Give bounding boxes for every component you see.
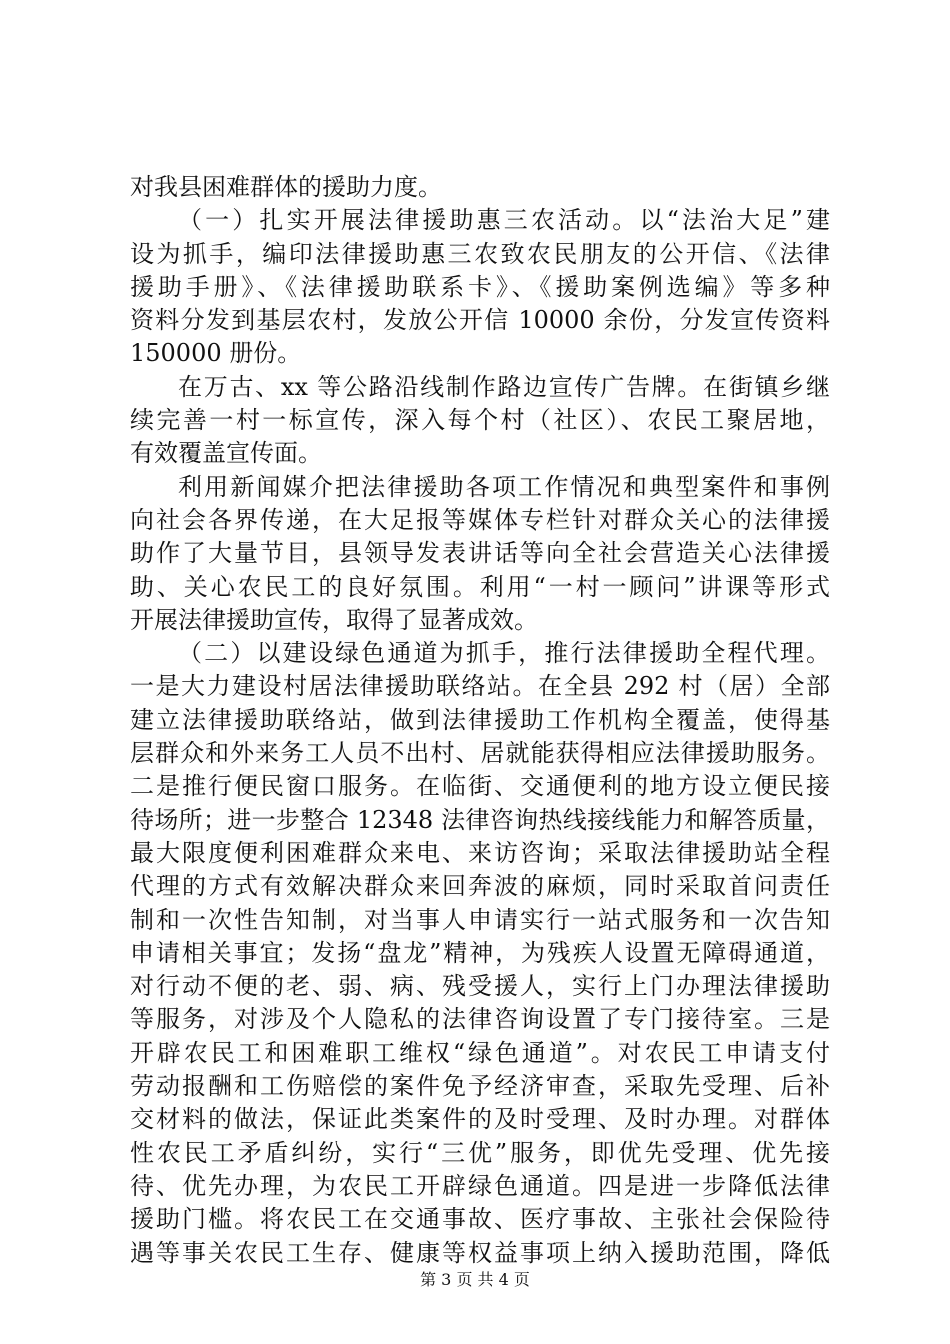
text-line: 层群众和外来务工人员不出村、居就能获得相应法律援助服务。 — [130, 739, 830, 768]
text-line: 对行动不便的老、弱、病、残受援人，实行上门办理法律援助 — [130, 972, 830, 1001]
text-line: 建立法律援助联络站，做到法律援助工作机构全覆盖，使得基 — [130, 705, 830, 734]
text-line: 援助手册》、《法律援助联系卡》、《援助案例选编》等多种 — [130, 272, 830, 301]
text-line: （一）扎实开展法律援助惠三农活动。以“法治大足”建 — [178, 206, 830, 235]
text-line: 助作了大量节目，县领导发表讲话等向全社会营造关心法律援 — [130, 539, 830, 568]
text-line: 资料分发到基层农村，发放公开信 10000 余份，分发宣传资料 — [130, 306, 830, 335]
text-line: 有效覆盖宣传面。 — [130, 439, 322, 468]
text-line: 代理的方式有效解决群众来回奔波的麻烦，同时采取首问责任 — [130, 872, 830, 901]
text-line: 遇等事关农民工生存、健康等权益事项上纳入援助范围，降低 — [130, 1238, 830, 1267]
text-line: 最大限度便利困难群众来电、来访咨询；采取法律援助站全程 — [130, 838, 830, 867]
text-line: 续完善一村一标宣传，深入每个村（社区）、农民工聚居地， — [130, 406, 830, 435]
text-line: （二）以建设绿色通道为抓手，推行法律援助全程代理。 — [178, 639, 830, 668]
text-line: 利用新闻媒介把法律援助各项工作情况和典型案件和事例 — [178, 472, 830, 501]
text-line: 交材料的做法，保证此类案件的及时受理、及时办理。对群体 — [130, 1105, 830, 1134]
text-line: 性农民工矛盾纠纷，实行“三优”服务，即优先受理、优先接 — [130, 1138, 830, 1167]
text-line: 等服务，对涉及个人隐私的法律咨询设置了专门接待室。三是 — [130, 1005, 830, 1034]
text-line: 向社会各界传递，在大足报等媒体专栏针对群众关心的法律援 — [130, 505, 830, 534]
text-line: 对我县困难群体的援助力度。 — [130, 173, 442, 201]
text-line: 申请相关事宜；发扬“盘龙”精神，为残疾人设置无障碍通道， — [130, 938, 830, 967]
text-line: 开辟农民工和困难职工维权“绿色通道”。对农民工申请支付 — [130, 1038, 830, 1067]
text-line: 援助门槛。将农民工在交通事故、医疗事故、主张社会保险待 — [130, 1205, 830, 1234]
text-line: 劳动报酬和工伤赔偿的案件免予经济审查，采取先受理、后补 — [130, 1072, 830, 1101]
text-line: 一是大力建设村居法律援助联络站。在全县 292 村（居）全部 — [130, 672, 830, 701]
document-body — [130, 171, 830, 1270]
text-line: 待、优先办理，为农民工开辟绿色通道。四是进一步降低法律 — [130, 1171, 830, 1200]
text-line: 二是推行便民窗口服务。在临街、交通便利的地方设立便民接 — [130, 772, 830, 801]
text-line: 开展法律援助宣传，取得了显著成效。 — [130, 605, 538, 634]
text-line: 助、关心农民工的良好氛围。利用“一村一顾问”讲课等形式 — [130, 572, 830, 601]
text-line: 在万古、xx 等公路沿线制作路边宣传广告牌。在街镇乡继 — [178, 372, 830, 401]
text-line: 待场所；进一步整合 12348 法律咨询热线接线能力和解答质量， — [130, 805, 830, 834]
text-line: 制和一次性告知制，对当事人申请实行一站式服务和一次告知 — [130, 905, 830, 934]
page-footer: 第 3 页 共 4 页 — [420, 1270, 530, 1289]
text-line: 150000 册份。 — [130, 339, 302, 368]
text-line: 设为抓手，编印法律援助惠三农致农民朋友的公开信、《法律 — [130, 239, 830, 268]
